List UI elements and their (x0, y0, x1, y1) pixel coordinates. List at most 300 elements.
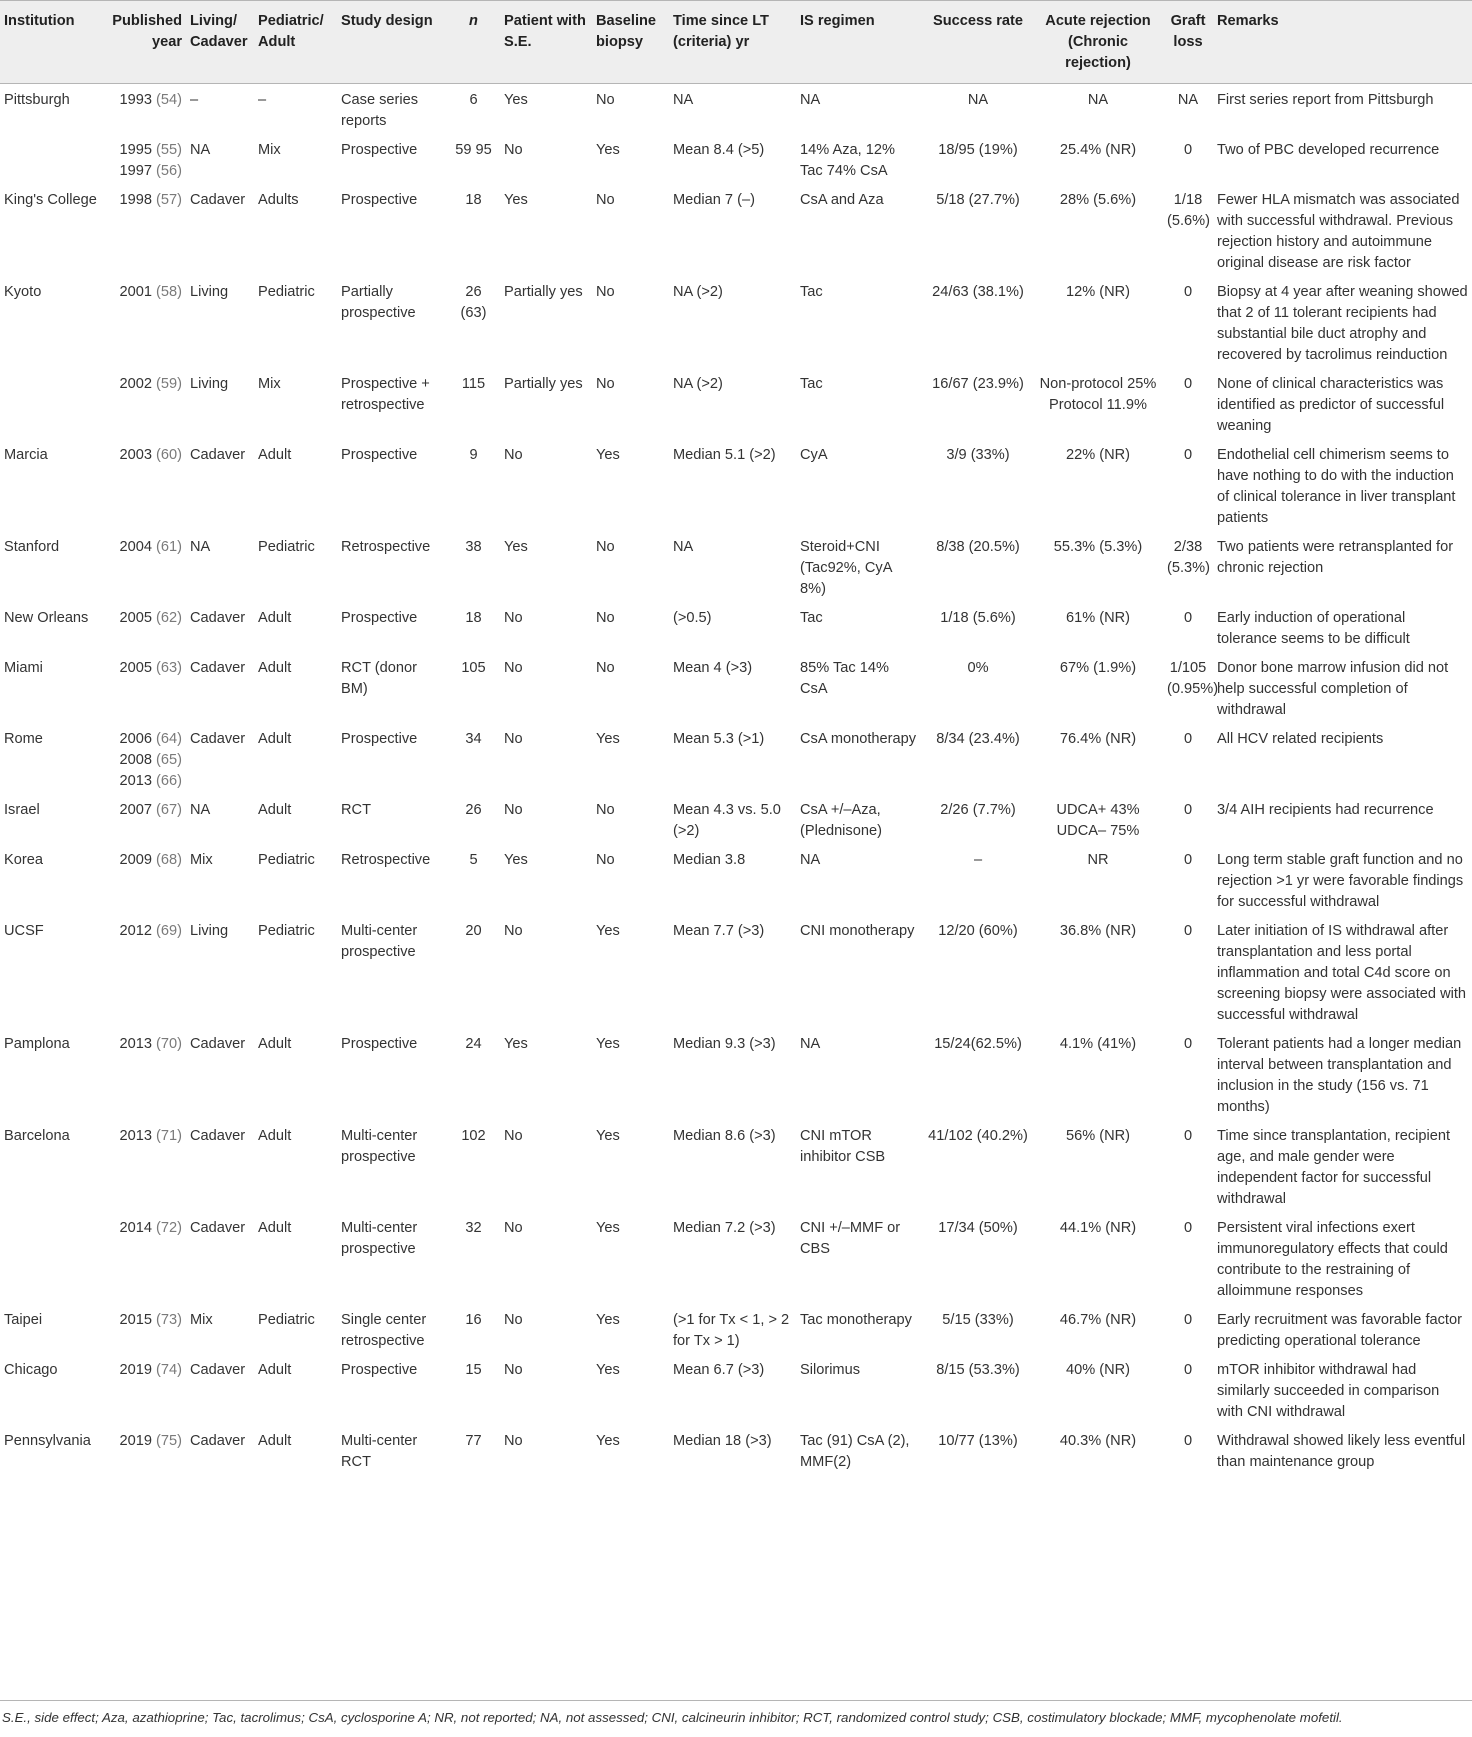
cell-success-rate: 16/67 (23.9%) (932, 376, 1024, 392)
reference-link[interactable]: (69) (156, 923, 182, 939)
cell-is-regimen: CNI monotherapy (800, 923, 915, 939)
cell-design: Prospective (341, 447, 418, 463)
cell-time: Median 7.2 (>3) (673, 1220, 776, 1236)
cell-success-rate: 8/15 (53.3%) (936, 1362, 1020, 1378)
table-row (0, 1028, 1472, 1120)
cell-institution: Chicago (4, 1362, 58, 1378)
cell-n: 34 (465, 731, 482, 747)
cell-institution: Taipei (4, 1312, 43, 1328)
cell-institution: Pennsylvania (4, 1433, 91, 1449)
cell-is-regimen: CsA monotherapy (800, 731, 917, 747)
cell-se: Partially yes (504, 376, 583, 392)
year-value: 2003 (119, 447, 152, 463)
table-row (0, 84, 1472, 135)
header-graft: Graft loss (1163, 1, 1213, 84)
year-value: 2007 (119, 802, 152, 818)
cell-n: 18 (465, 610, 482, 626)
cell-remarks: Later initiation of IS withdrawal after transplantation and less portal inflammation and total C4d score on screening biopsy were associated with successful withdrawal (1217, 923, 1467, 1023)
year-line (110, 800, 182, 821)
cell-design: Single center retrospective (341, 1312, 427, 1349)
cell-age: Adults (258, 192, 299, 208)
cell-graft-loss: 0 (1183, 731, 1193, 747)
cell-success-rate: 18/95 (19%) (938, 142, 1018, 158)
year-line (110, 374, 182, 395)
cell-institution (0, 134, 106, 184)
cell-age: Adult (258, 1036, 292, 1052)
cell-success-rate: – (973, 852, 983, 868)
cell-is-regimen: Tac (800, 284, 823, 300)
cell-design: Prospective (341, 1362, 418, 1378)
cell-success-rate: 5/18 (27.7%) (936, 192, 1020, 208)
cell-institution: Rome (4, 731, 43, 747)
cell-institution: Kyoto (4, 284, 42, 300)
cell-n: 32 (465, 1220, 482, 1236)
cell-design: RCT (donor BM) (341, 660, 417, 697)
cell-se: No (504, 610, 523, 626)
cell-year (106, 602, 186, 652)
cell-graft-loss: 0 (1183, 1362, 1193, 1378)
cell-design: Prospective + retrospective (341, 376, 430, 413)
cell-graft-loss: 0 (1183, 1312, 1193, 1328)
cell-rejection: NR (1087, 852, 1109, 868)
table-row (0, 368, 1472, 439)
cell-age: Pediatric (258, 852, 315, 868)
cell-se: No (504, 802, 523, 818)
cell-graft-loss: 1/18 (5.6%) (1167, 192, 1210, 229)
cell-year (106, 439, 186, 531)
cell-institution: Israel (4, 802, 40, 818)
cell-rejection: 22% (NR) (1065, 447, 1131, 463)
cell-time: (>1 for Tx < 1, > 2 for Tx > 1) (673, 1312, 790, 1349)
cell-rejection: 4.1% (41%) (1059, 1036, 1137, 1052)
cell-year (106, 652, 186, 723)
cell-remarks: All HCV related recipients (1217, 731, 1384, 747)
cell-is-regimen: CNI +/–MMF or CBS (800, 1220, 901, 1257)
cell-time: Median 3.8 (673, 852, 746, 868)
cell-institution: King's College (4, 192, 97, 208)
cell-age: Adult (258, 660, 292, 676)
cell-biopsy: No (596, 539, 615, 555)
cell-biopsy: Yes (596, 731, 620, 747)
reference-link[interactable]: (55) (156, 142, 182, 158)
cell-biopsy: Yes (596, 1312, 620, 1328)
cell-is-regimen: NA (800, 852, 821, 868)
cell-success-rate: 5/15 (33%) (942, 1312, 1014, 1328)
year-value: 2008 (119, 752, 152, 768)
cell-time: Mean 4.3 vs. 5.0 (>2) (673, 802, 781, 839)
reference-link[interactable]: (66) (156, 773, 182, 789)
cell-n: 18 (465, 192, 482, 208)
cell-remarks: Two of PBC developed recurrence (1217, 142, 1440, 158)
cell-donor: NA (190, 142, 211, 158)
cell-age: Adult (258, 447, 292, 463)
cell-remarks: 3/4 AIH recipients had recurrence (1217, 802, 1434, 818)
cell-institution: Pittsburgh (4, 92, 70, 108)
cell-donor: NA (190, 802, 211, 818)
cell-institution (0, 1212, 106, 1304)
reference-link[interactable]: (71) (156, 1128, 182, 1144)
cell-success-rate: NA (967, 92, 989, 108)
cell-donor: NA (190, 539, 211, 555)
cell-graft-loss: 2/38 (5.3%) (1167, 539, 1210, 576)
cell-donor: Mix (190, 852, 213, 868)
cell-biopsy: Yes (596, 1362, 620, 1378)
year-line (110, 921, 182, 942)
year-value: 2001 (119, 284, 152, 300)
reference-link[interactable]: (61) (156, 539, 182, 555)
cell-se: No (504, 1128, 523, 1144)
cell-time: Mean 5.3 (>1) (673, 731, 765, 747)
header-donor: Living/ Cadaver (186, 1, 254, 84)
cell-graft-loss: 0 (1183, 284, 1193, 300)
cell-success-rate: 3/9 (33%) (946, 447, 1010, 463)
year-line (110, 1034, 182, 1055)
cell-rejection: 61% (NR) (1065, 610, 1131, 626)
cell-rejection: 46.7% (NR) (1059, 1312, 1137, 1328)
reference-link[interactable]: (67) (156, 802, 182, 818)
year-line (110, 90, 182, 111)
cell-age: Adult (258, 1433, 292, 1449)
cell-is-regimen: NA (800, 1036, 821, 1052)
cell-se: No (504, 1312, 523, 1328)
reference-link[interactable]: (72) (156, 1220, 182, 1236)
year-value: 2009 (119, 852, 152, 868)
cell-institution: New Orleans (4, 610, 89, 626)
cell-se: Yes (504, 539, 528, 555)
year-line (110, 282, 182, 303)
table-row (0, 184, 1472, 276)
cell-donor: Living (190, 284, 229, 300)
year-line (110, 445, 182, 466)
cell-institution: Stanford (4, 539, 60, 555)
table-row (0, 652, 1472, 723)
cell-age: Adult (258, 1128, 292, 1144)
cell-time: (>0.5) (673, 610, 712, 626)
cell-design: RCT (341, 802, 371, 818)
cell-se: Yes (504, 192, 528, 208)
cell-rejection: 12% (NR) (1065, 284, 1131, 300)
cell-success-rate: 15/24(62.5%) (934, 1036, 1022, 1052)
cell-time: NA (>2) (673, 376, 723, 392)
cell-rejection: NA (1087, 92, 1109, 108)
cell-success-rate: 1/18 (5.6%) (940, 610, 1016, 626)
year-line (110, 1310, 182, 1331)
cell-is-regimen: CyA (800, 447, 828, 463)
year-line (110, 190, 182, 211)
year-value: 2002 (119, 376, 152, 392)
cell-biopsy: No (596, 92, 615, 108)
cell-biopsy: Yes (596, 1128, 620, 1144)
year-line (110, 658, 182, 679)
cell-donor: Cadaver (190, 192, 246, 208)
header-is: IS regimen (796, 1, 923, 84)
year-line (110, 1218, 182, 1239)
cell-rejection: 40% (NR) (1065, 1362, 1131, 1378)
cell-graft-loss: 0 (1183, 610, 1193, 626)
header-remarks: Remarks (1213, 1, 1472, 84)
cell-graft-loss: 0 (1183, 1128, 1193, 1144)
cell-n: 24 (465, 1036, 482, 1052)
header-biopsy: Baseline biopsy (592, 1, 669, 84)
cell-donor: Cadaver (190, 1128, 246, 1144)
cell-n: 77 (465, 1433, 482, 1449)
cell-year (106, 1425, 186, 1475)
year-line (110, 161, 182, 182)
cell-biopsy: No (596, 192, 615, 208)
table-row (0, 602, 1472, 652)
cell-biopsy: No (596, 660, 615, 676)
cell-graft-loss: 0 (1183, 142, 1193, 158)
header-success: Success rate (923, 1, 1033, 84)
cell-time: Mean 7.7 (>3) (673, 923, 765, 939)
cell-donor: Cadaver (190, 731, 246, 747)
cell-age: Mix (258, 142, 281, 158)
cell-institution (0, 368, 106, 439)
cell-rejection: 36.8% (NR) (1059, 923, 1137, 939)
cell-n: 5 (469, 852, 478, 868)
cell-n: 9 (469, 447, 478, 463)
year-line (110, 771, 182, 792)
table-row (0, 1425, 1472, 1475)
cell-remarks: Biopsy at 4 year after weaning showed that 2 of 11 tolerant recipients had substantial bile duct atrophy and recovered by tacrolimus reinduction (1217, 284, 1468, 363)
cell-year (106, 915, 186, 1028)
cell-success-rate: 2/26 (7.7%) (940, 802, 1016, 818)
cell-se: Yes (504, 852, 528, 868)
cell-time: NA (>2) (673, 284, 723, 300)
cell-design: Prospective (341, 731, 418, 747)
cell-design: Prospective (341, 1036, 418, 1052)
reference-link[interactable]: (63) (156, 660, 182, 676)
reference-link[interactable]: (57) (156, 192, 182, 208)
year-value: 1993 (119, 92, 152, 108)
cell-institution: Marcia (4, 447, 48, 463)
cell-se: No (504, 731, 523, 747)
year-value: 2015 (119, 1312, 152, 1328)
cell-se: Partially yes (504, 284, 583, 300)
reference-link[interactable]: (75) (156, 1433, 182, 1449)
cell-donor: Cadaver (190, 1362, 246, 1378)
cell-age: Pediatric (258, 284, 315, 300)
cell-biopsy: Yes (596, 1220, 620, 1236)
cell-year (106, 1212, 186, 1304)
year-value: 2019 (119, 1362, 152, 1378)
cell-time: Median 5.1 (>2) (673, 447, 776, 463)
cell-se: No (504, 1433, 523, 1449)
header-age: Pediatric/ Adult (254, 1, 337, 84)
cell-year (106, 84, 186, 135)
cell-age: Pediatric (258, 923, 315, 939)
cell-is-regimen: Tac (800, 376, 823, 392)
cell-se: No (504, 142, 523, 158)
cell-year (106, 1028, 186, 1120)
cell-design: Multi-center prospective (341, 1128, 418, 1165)
year-value: 2013 (119, 1128, 152, 1144)
cell-se: No (504, 660, 523, 676)
cell-graft-loss: 0 (1183, 447, 1193, 463)
cell-is-regimen: CsA +/–Aza, (Plednisone) (800, 802, 882, 839)
year-value: 2014 (119, 1220, 152, 1236)
cell-year (106, 723, 186, 794)
table-row (0, 915, 1472, 1028)
reference-link[interactable]: (74) (156, 1362, 182, 1378)
cell-rejection: 55.3% (5.3%) (1053, 539, 1143, 555)
cell-time: Median 18 (>3) (673, 1433, 772, 1449)
table-row (0, 134, 1472, 184)
cell-se: No (504, 1220, 523, 1236)
cell-graft-loss: 0 (1183, 376, 1193, 392)
cell-design: Prospective (341, 142, 418, 158)
year-value: 2019 (119, 1433, 152, 1449)
cell-age: Mix (258, 376, 281, 392)
cell-is-regimen: Tac monotherapy (800, 1312, 912, 1328)
year-line (110, 140, 182, 161)
cell-design: Case series reports (341, 92, 419, 129)
reference-link[interactable]: (62) (156, 610, 182, 626)
cell-age: Pediatric (258, 1312, 315, 1328)
cell-design: Prospective (341, 192, 418, 208)
year-value: 2005 (119, 660, 152, 676)
header-design: Study design (337, 1, 447, 84)
cell-remarks: Persistent viral infections exert immunoregulatory effects that could contribute to the restraining of alloimmune responses (1217, 1220, 1448, 1299)
cell-is-regimen: 85% Tac 14% CsA (800, 660, 889, 697)
cell-donor: Cadaver (190, 610, 246, 626)
reference-link[interactable]: (60) (156, 447, 182, 463)
table-row (0, 1354, 1472, 1425)
cell-time: Median 7 (–) (673, 192, 755, 208)
cell-institution: Korea (4, 852, 43, 868)
cell-n: 105 (461, 660, 486, 676)
cell-remarks: mTOR inhibitor withdrawal had similarly succeeded in comparison with CNI withdrawal (1217, 1362, 1440, 1420)
year-line (110, 750, 182, 771)
cell-rejection: UDCA+ 43% UDCA– 75% (1056, 802, 1140, 839)
table-row (0, 276, 1472, 368)
cell-donor: Cadaver (190, 1220, 246, 1236)
header-time: Time since LT (criteria) yr (669, 1, 796, 84)
cell-rejection: Non-protocol 25% Protocol 11.9% (1039, 376, 1157, 413)
cell-remarks: Fewer HLA mismatch was associated with successful withdrawal. Previous rejection history and autoimmune original disease are risk factor (1217, 192, 1460, 271)
cell-time: Median 9.3 (>3) (673, 1036, 776, 1052)
cell-is-regimen: Tac (800, 610, 823, 626)
header-institution: Institution (0, 1, 106, 84)
cell-remarks: Withdrawal showed likely less eventful than maintenance group (1217, 1433, 1466, 1470)
cell-se: No (504, 1362, 523, 1378)
cell-graft-loss: 1/105 (0.95%) (1167, 660, 1219, 697)
cell-n: 20 (465, 923, 482, 939)
cell-biopsy: No (596, 376, 615, 392)
cell-graft-loss: 0 (1183, 923, 1193, 939)
cell-donor: Mix (190, 1312, 213, 1328)
year-value: 2006 (119, 731, 152, 747)
cell-rejection: 76.4% (NR) (1059, 731, 1137, 747)
reference-link[interactable]: (64) (156, 731, 182, 747)
cell-n: 26 (63) (460, 284, 487, 321)
header-se: Patient with S.E. (500, 1, 592, 84)
cell-remarks: Long term stable graft function and no rejection >1 yr were favorable findings for successful withdrawal (1217, 852, 1464, 910)
reference-link[interactable]: (54) (156, 92, 182, 108)
reference-link[interactable]: (68) (156, 852, 182, 868)
cell-institution: Pamplona (4, 1036, 70, 1052)
cell-se: Yes (504, 92, 528, 108)
cell-design: Multi-center prospective (341, 1220, 418, 1257)
cell-success-rate: 17/34 (50%) (938, 1220, 1018, 1236)
reference-link[interactable]: (56) (156, 163, 182, 179)
cell-graft-loss: 0 (1183, 852, 1193, 868)
cell-is-regimen: Tac (91) CsA (2), MMF(2) (800, 1433, 910, 1470)
cell-graft-loss: 0 (1183, 802, 1193, 818)
cell-year (106, 844, 186, 915)
cell-is-regimen: CNI mTOR inhibitor CSB (800, 1128, 886, 1165)
table-row (0, 794, 1472, 844)
cell-design: Retrospective (341, 539, 431, 555)
cell-remarks: Endothelial cell chimerism seems to have nothing to do with the induction of clinical tolerance in liver transplant patients (1217, 447, 1456, 526)
table-row (0, 1120, 1472, 1212)
cell-success-rate: 0% (967, 660, 989, 676)
cell-time: Median 8.6 (>3) (673, 1128, 776, 1144)
cell-design: Partially prospective (341, 284, 416, 321)
year-value: 2013 (119, 773, 152, 789)
cell-success-rate: 10/77 (13%) (938, 1433, 1018, 1449)
cell-age: Pediatric (258, 539, 315, 555)
cell-design: Multi-center RCT (341, 1433, 418, 1470)
cell-institution: Miami (4, 660, 43, 676)
cell-se: No (504, 923, 523, 939)
cell-n: 15 (465, 1362, 482, 1378)
cell-remarks: Early induction of operational tolerance seems to be difficult (1217, 610, 1410, 647)
reference-link[interactable]: (73) (156, 1312, 182, 1328)
cell-success-rate: 8/38 (20.5%) (936, 539, 1020, 555)
cell-year (106, 1354, 186, 1425)
cell-donor: Cadaver (190, 1433, 246, 1449)
cell-time: Mean 6.7 (>3) (673, 1362, 765, 1378)
cell-rejection: 40.3% (NR) (1059, 1433, 1137, 1449)
cell-n: 6 (469, 92, 478, 108)
year-line (110, 537, 182, 558)
cell-is-regimen: NA (800, 92, 821, 108)
table-row (0, 1212, 1472, 1304)
cell-biopsy: No (596, 610, 615, 626)
cell-biopsy: Yes (596, 1036, 620, 1052)
header-rejection: Acute rejection (Chronic rejection) (1033, 1, 1163, 84)
cell-year (106, 531, 186, 602)
cell-biopsy: Yes (596, 1433, 620, 1449)
cell-age: Adult (258, 802, 292, 818)
cell-institution: UCSF (4, 923, 44, 939)
cell-remarks: Early recruitment was favorable factor predicting operational tolerance (1217, 1312, 1462, 1349)
reference-link[interactable]: (70) (156, 1036, 182, 1052)
cell-is-regimen: Steroid+CNI (Tac92%, CyA 8%) (800, 539, 892, 597)
cell-success-rate: 41/102 (40.2%) (928, 1128, 1028, 1144)
table-row (0, 844, 1472, 915)
reference-link[interactable]: (59) (156, 376, 182, 392)
reference-link[interactable]: (65) (156, 752, 182, 768)
cell-n: 16 (465, 1312, 482, 1328)
header-n: n (447, 1, 500, 84)
table-row (0, 531, 1472, 602)
table-row (0, 723, 1472, 794)
table-row (0, 439, 1472, 531)
cell-year (106, 1120, 186, 1212)
cell-biopsy: Yes (596, 447, 620, 463)
cell-donor: Cadaver (190, 447, 246, 463)
cell-year (106, 1304, 186, 1354)
reference-link[interactable]: (58) (156, 284, 182, 300)
cell-n: 38 (465, 539, 482, 555)
year-value: 2004 (119, 539, 152, 555)
cell-is-regimen: 14% Aza, 12% Tac 74% CsA (800, 142, 895, 179)
cell-n: 102 (461, 1128, 486, 1144)
cell-time: NA (673, 539, 694, 555)
year-line (110, 1360, 182, 1381)
